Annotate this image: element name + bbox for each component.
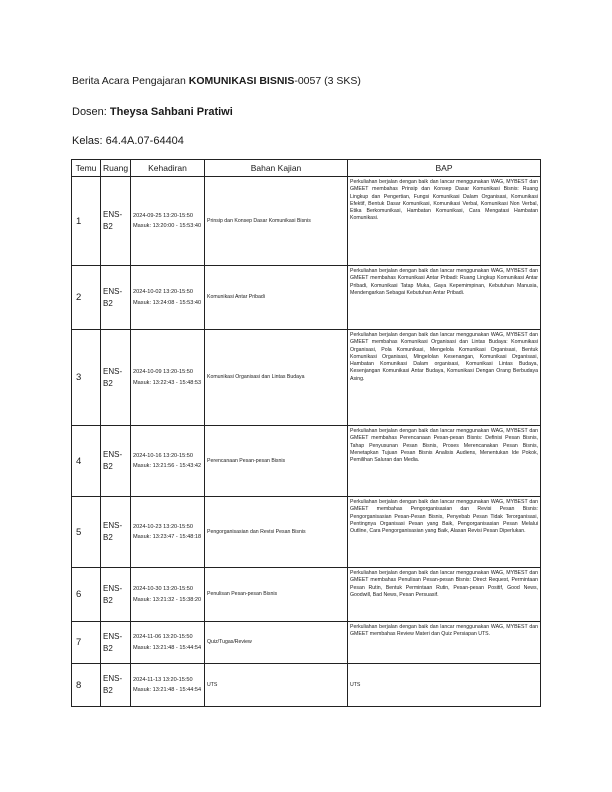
temu-cell: 3 (72, 330, 101, 426)
bap-cell: Perkuliahan berjalan dengan baik dan lancar menggunakan WAG, MYBEST dan GMEET membahas Review Materi dan Quiz Persiapan UTS. (348, 622, 541, 664)
bahan-kajian-cell: Prinsip dan Konsep Dasar Komunikasi Bisnis (205, 177, 348, 266)
schedule-time: 2024-10-30 13:20-15:50 (133, 586, 194, 592)
bap-table (71, 159, 541, 707)
schedule-time: 2024-10-09 13:20-15:50 (133, 369, 194, 375)
bahan-kajian-cell: Perencanaan Pesan-pesan Bisnis (205, 426, 348, 497)
bap-cell: Perkuliahan berjalan dengan baik dan lancar menggunakan WAG, MYBEST dan GMEET membahas Perencanaan Pesan-pesan Bisnis: Definisi Pesan Bisnis, Tahap Penyusunan Pesan Bisnis, Proses Merencanakan Pesan Bisnis, Menetapkan Tujuan Pesan Bisnis Analisis Audiens, Menentukan Ide Pokok, Pemilihan Saluran dan Media. (348, 426, 541, 497)
ruang-cell: ENS-B2 (101, 177, 131, 266)
attendance-time: Masuk: 13:21:48 - 15:44:54 (133, 644, 202, 651)
kehadiran-cell (131, 664, 205, 707)
kehadiran-cell (131, 568, 205, 622)
lecturer-line (72, 106, 233, 118)
attendance-time: Masuk: 13:24:08 - 15:53:40 (133, 299, 202, 306)
col-bap: BAP (348, 160, 541, 177)
temu-cell: 6 (72, 568, 101, 622)
table-row (72, 497, 541, 568)
ruang-cell: ENS-B2 (101, 266, 131, 330)
document-title (72, 75, 361, 87)
schedule-time: 2024-10-02 13:20-15:50 (133, 289, 194, 295)
temu-cell: 5 (72, 497, 101, 568)
course-name: KOMUNIKASI BISNIS (188, 75, 295, 87)
temu-cell: 1 (72, 177, 101, 266)
ruang-cell: ENS-B2 (101, 622, 131, 664)
attendance-time: Masuk: 13:20:00 - 15:53:40 (133, 223, 202, 229)
bahan-kajian-cell: Komunikasi Antar Pribadi (205, 266, 348, 330)
kehadiran-cell (131, 497, 205, 568)
bahan-kajian-cell: UTS (205, 664, 348, 707)
table-row (72, 568, 541, 622)
table-row (72, 622, 541, 664)
bap-cell: Perkuliahan berjalan dengan baik dan lancar menggunakan WAG, MYBEST dan GMEET membahas Pengorganisasian dan Revisi Pesan Bisnis: Pengorganisasian Pesan-Pesan Bisnis, Penyebab Pesan Tidak Terorganisasi, Pentingnya Organisasi Pesan yang Baik, Pengorganisasian Pesan Melalui Outline, Cara Pengorganisasian yang Baik, Alasan Revisi Pesan Diperlukan. (348, 497, 541, 568)
bahan-kajian-cell: Quiz/Tugas/Review (205, 622, 348, 664)
table-row (72, 266, 541, 330)
ruang-cell: ENS-B2 (101, 426, 131, 497)
table-header-row (72, 160, 541, 177)
schedule-time: 2024-10-23 13:20-15:50 (133, 523, 194, 530)
table-row (72, 426, 541, 497)
kehadiran-cell (131, 426, 205, 497)
schedule-time: 2024-11-06 13:20-15:50 (133, 634, 193, 640)
temu-cell: 8 (72, 664, 101, 707)
bap-cell: Perkuliahan berjalan dengan baik dan lancar menggunakan WAG, MYBEST dan GMEET membahas Komunikasi Organisasi dan Lintas Budaya: Komunikasi Organisasi, Pola Komunikasi, Mengelola Komunikasi Organisasi, Bentuk Komunikasi Organisasi, Mingelolan Kesenangan, Komunikasi Organisasi, Hambatan Komunikasi Dalam organisasi, Komunikasi Lintas Budaya, Kesenjangan Komunikasi Antar Budaya, Komunikasi Dengan Orang Berbudaya Asing. (348, 330, 541, 426)
ruang-cell: ENS-B2 (101, 330, 131, 426)
kehadiran-cell (131, 266, 205, 330)
ruang-cell: ENS-B2 (101, 497, 131, 568)
title-prefix: Berita Acara Pengajaran (72, 75, 189, 87)
bahan-kajian-cell: Pengorganisasian dan Revisi Pesan Bisnis (205, 497, 348, 568)
table-row (72, 664, 541, 707)
lecturer-name: Theysa Sahbani Pratiwi (109, 106, 233, 118)
lecturer-label: Dosen: (72, 106, 110, 118)
bap-cell: Perkuliahan berjalan dengan baik dan lancar menggunakan WAG, MYBEST dan GMEET membahas Prinsip dan Konsep Dasar Komunikasi Bisnis: Ruang Lingkup dan Pengertian, Fungsi Komunikasi Dalam Organisasi, Komunikasi Efektif, Bentuk Dasar Komunikasi, Komunikasi Verbal, Komunikasi Non Verbal, Etika Berkomunikasi, Hambatan Komunikasi, Cara Mengatasi Hambatan Komunikasi. (348, 177, 541, 266)
attendance-time: Masuk: 13:23:47 - 15:48:18 (133, 534, 202, 540)
ruang-cell: ENS-B2 (101, 568, 131, 622)
schedule-time: 2024-11-13 13:20-15:50 (133, 676, 193, 683)
schedule-time: 2024-09-25 13:20-15:50 (133, 212, 194, 219)
schedule-time: 2024-10-16 13:20-15:50 (133, 452, 194, 459)
ruang-cell: ENS-B2 (101, 664, 131, 707)
bap-cell: Perkuliahan berjalan dengan baik dan lancar menggunakan WAG, MYBEST dan GMEET membahas Penulisan Pesan-pesan Bisnis: Direct Request, Permintaan Pesan Rutin, Bentuk Permintaan Rutin, Pesan-pesan Positif, Good News, Goodwill, Bad News, Pesan Persuasif. (348, 568, 541, 622)
bahan-kajian-cell: Penulisan Pesan-pesan Bisnis (205, 568, 348, 622)
attendance-time: Masuk: 13:21:32 - 15:38:20 (133, 596, 202, 603)
bap-cell: Perkuliahan berjalan dengan baik dan lancar menggunakan WAG, MYBEST dan GMEET membahas Komunikasi Antar Pribadi: Ruang Lingkup Komunikasi Antar Pribadi, Komunikasi Tatap Muka, Gaya Kepemimpinan, Kebutuhan Manusia, Mendengarkan Sebagai Kebutuhan Antar Pribadi. (348, 266, 541, 330)
col-temu: Temu (72, 160, 101, 177)
attendance-time: Masuk: 13:22:43 - 15:48:53 (133, 379, 202, 386)
kehadiran-cell (131, 177, 205, 266)
temu-cell: 4 (72, 426, 101, 497)
kehadiran-cell (131, 622, 205, 664)
bahan-kajian-cell: Komunikasi Organisasi dan Lintas Budaya (205, 330, 348, 426)
temu-cell: 7 (72, 622, 101, 664)
temu-cell: 2 (72, 266, 101, 330)
kehadiran-cell (131, 330, 205, 426)
table-row (72, 330, 541, 426)
course-code: -0057 (3 SKS) (294, 75, 361, 87)
col-ruang: Ruang (101, 160, 131, 177)
attendance-time: Masuk: 13:21:56 - 15:43:42 (133, 463, 202, 469)
attendance-time: Masuk: 13:21:48 - 15:44:54 (133, 687, 202, 693)
class-line: Kelas: 64.4A.07-64404 (72, 135, 184, 147)
col-kehadiran: Kehadiran (131, 160, 205, 177)
table-row (72, 177, 541, 266)
col-bahan-kajian: Bahan Kajian (205, 160, 348, 177)
bap-cell: UTS (348, 664, 541, 707)
